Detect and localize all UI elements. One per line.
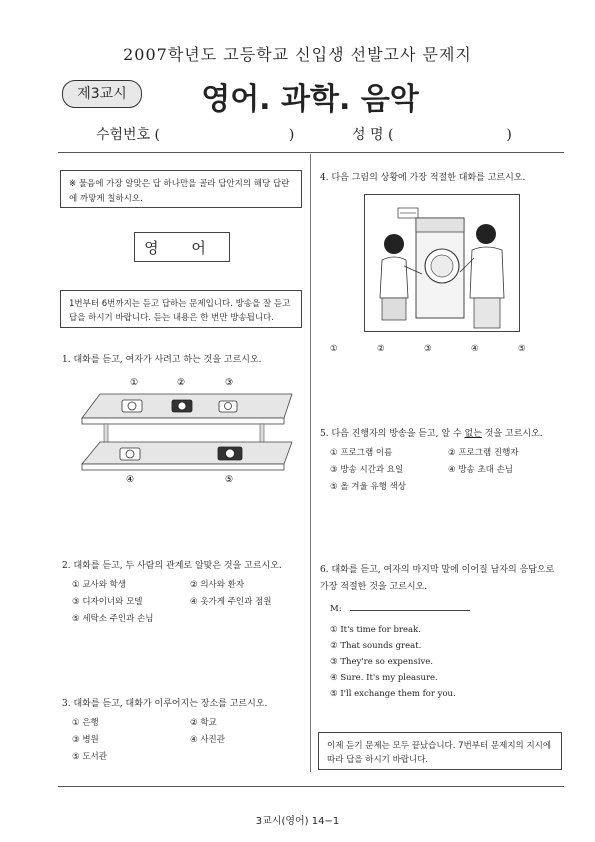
washing-machine-icon <box>416 218 464 318</box>
q1-label-4: ④ <box>126 475 135 485</box>
q5-text-pre: 5. 다음 진행자의 방송을 듣고, 알 수 <box>320 429 465 439</box>
laundromat-illustration <box>364 194 520 332</box>
q5-option-1: ① 프로그램 이름 <box>330 448 393 458</box>
camera-icon <box>219 401 237 412</box>
end-note-box: 이제 듣기 문제는 모두 끝났습니다. 7번부터 문제지의 지시에 따라 답을 하시기 바랍니다. <box>318 732 562 770</box>
q1-label-3: ③ <box>225 378 234 388</box>
footer-rule <box>58 786 564 787</box>
section-label: 영 어 <box>144 239 220 257</box>
q6-option-4: ④ Sure. It's my pleasure. <box>330 673 438 683</box>
period-badge: 제3교시 <box>62 80 142 108</box>
instruction-box: ※ 물음에 가장 알맞은 답 하나만을 골라 답안지의 해당 답란에 까맣게 칠하시오. <box>60 170 302 208</box>
q6-prompt-label: M: <box>330 604 342 614</box>
exam-number-close: ) <box>288 127 295 143</box>
q6-option-1: ① It's time for break. <box>330 625 421 635</box>
q5-option-2: ② 프로그램 진행자 <box>448 448 519 458</box>
q4-option-4: ④ <box>471 344 479 354</box>
q2-option-4: ④ 옷가게 주인과 점원 <box>190 597 272 607</box>
q5-options <box>330 446 562 496</box>
q4-option-1: ① <box>330 344 338 354</box>
q5-option-5: ⑤ 올 겨울 유행 색상 <box>330 482 406 492</box>
camera-icon <box>122 400 142 412</box>
question-4: 4. 다음 그림의 상황에 가장 적절한 대화를 고르시오. <box>320 173 526 183</box>
header-rule <box>58 152 564 153</box>
camera-shelf-illustration <box>78 374 302 492</box>
name-close: ) <box>506 127 512 143</box>
q3-option-4: ④ 사진관 <box>190 735 225 745</box>
q6-answer-blank <box>350 610 470 611</box>
q2-option-2: ② 의사와 환자 <box>190 580 245 590</box>
page-footer: 3교시(영어) 14−1 <box>255 816 340 827</box>
q2-option-5: ⑤ 세탁소 주인과 손님 <box>72 614 154 624</box>
q5-option-3: ③ 방송 시간과 요일 <box>330 465 404 475</box>
question-2: 2. 대화를 듣고, 두 사람의 관계로 알맞은 것을 고르시오. <box>62 561 282 571</box>
camera-icon <box>120 448 140 460</box>
q3-option-1: ① 은행 <box>72 718 99 728</box>
q5-text-post: 것을 고르시오. <box>481 429 543 439</box>
camera-icon <box>218 447 242 460</box>
bottom-shelf <box>82 442 292 464</box>
exam-number-field <box>96 124 294 144</box>
name-field <box>352 124 512 144</box>
listening-note-box: 1번부터 6번까지는 듣고 답하는 문제입니다. 방송을 잘 듣고 답을 하시기 바랍니다. 듣는 내용은 한 번만 방송됩니다. <box>60 290 302 328</box>
section-label-box <box>134 232 230 262</box>
q4-option-5: ⑤ <box>518 344 526 354</box>
q3-option-5: ⑤ 도서관 <box>72 752 107 762</box>
q4-options <box>330 342 550 358</box>
q5-text-emphasis: 없는 <box>464 429 482 439</box>
q2-option-1: ① 교사와 학생 <box>72 580 127 590</box>
exam-number-label: 수험번호 ( <box>96 127 161 143</box>
question-6: 6. 대화를 듣고, 여자의 마지막 말에 이어질 남자의 응답으로 가장 적절한 것을 고르시오. <box>320 565 555 592</box>
q3-option-3: ③ 병원 <box>72 735 99 745</box>
page-title: 2007학년도 고등학교 신입생 선발고사 문제지 <box>123 45 472 64</box>
q6-option-5: ⑤ I'll exchange them for you. <box>330 689 456 699</box>
q1-label-2: ② <box>177 378 186 388</box>
q2-option-3: ③ 디자이너와 모델 <box>72 597 143 607</box>
q4-option-3: ③ <box>424 344 432 354</box>
question-3: 3. 대화를 듣고, 대화가 이루어지는 장소를 고르시오. <box>62 699 268 709</box>
q1-label-5: ⑤ <box>225 475 234 485</box>
q5-option-4: ④ 방송 초대 손님 <box>448 465 513 475</box>
q4-option-2: ② <box>377 344 385 354</box>
question-1: 1. 대화를 듣고, 여자가 사려고 하는 것을 고르시오. <box>62 355 262 365</box>
question-5 <box>320 426 543 439</box>
q1-label-1: ① <box>130 378 139 388</box>
column-divider <box>310 154 311 772</box>
camera-icon <box>172 400 192 412</box>
q6-prompt <box>330 602 470 617</box>
q6-option-2: ② That sounds great. <box>330 641 422 651</box>
q2-options <box>72 578 308 628</box>
q6-options <box>330 622 560 702</box>
q3-options <box>72 716 308 766</box>
q3-option-2: ② 학교 <box>190 718 217 728</box>
subject-title: 영어. 과학. 음악 <box>201 82 419 117</box>
name-label: 성 명 ( <box>352 127 394 143</box>
q6-option-3: ③ They're so expensive. <box>330 657 433 667</box>
